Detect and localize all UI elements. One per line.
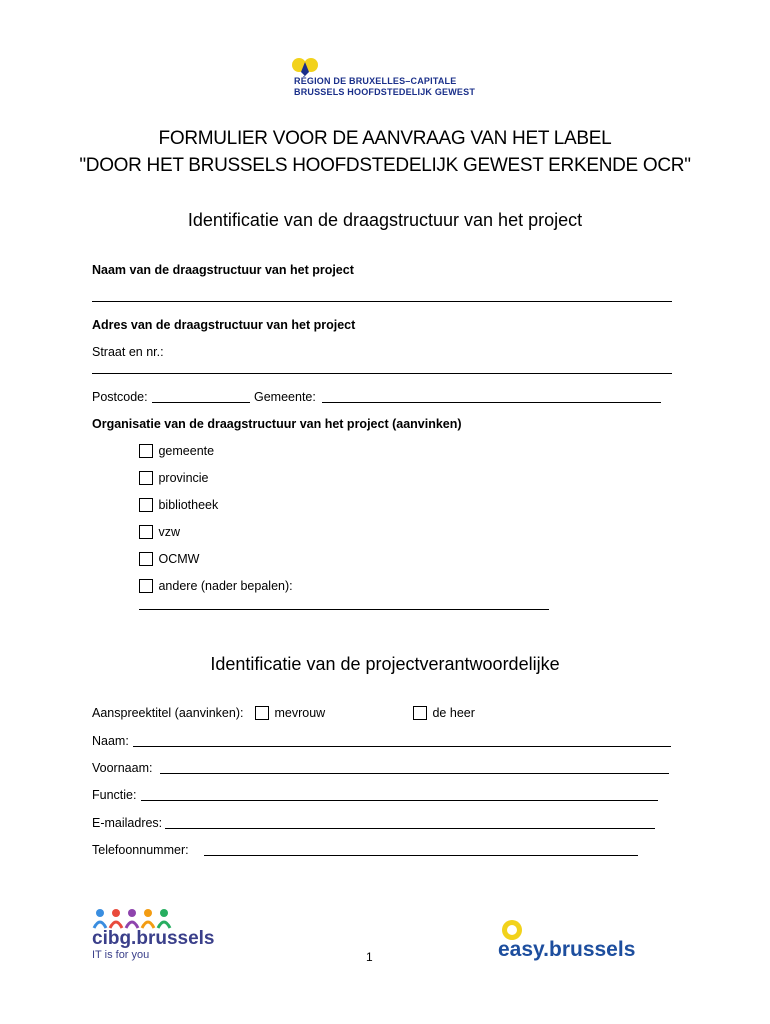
postcode-field[interactable] [152,402,250,403]
salutation-option-deheer[interactable] [413,706,475,723]
structure-name-label: Naam van de draagstructuur van het project [92,263,354,277]
easy-name: easy.brussels [498,938,636,961]
org-option-label: OCMW [158,552,200,566]
org-checkbox-vzw[interactable] [139,525,153,539]
other-organisation-field[interactable] [139,609,549,610]
street-field[interactable] [92,373,672,374]
org-checkbox-andere[interactable] [139,579,153,593]
cibg-tagline: IT is for you [92,949,150,961]
page-number: 1 [366,950,373,964]
org-option-gemeente[interactable] [139,444,214,461]
function-label: Functie: [92,788,137,802]
salutation-label: Aanspreektitel (aanvinken): [92,706,244,720]
org-checkbox-ocmw[interactable] [139,552,153,566]
people-icon [92,908,178,930]
region-logo [286,56,486,98]
lastname-field[interactable] [133,746,671,747]
salutation-option-label: mevrouw [274,706,326,720]
org-option-label: bibliotheek [158,498,219,512]
org-option-ocmw[interactable] [139,552,199,569]
cibg-name: cibg.brussels [92,928,215,949]
firstname-label: Voornaam: [92,761,153,775]
org-checkbox-provincie[interactable] [139,471,153,485]
form-title-line2: "DOOR HET BRUSSELS HOOFDSTEDELIJK GEWEST ERKENDE OCR" [79,155,691,176]
easy-logo [498,918,678,966]
org-option-provincie[interactable] [139,471,209,488]
org-option-label: andere (nader bepalen): [158,579,293,593]
salutation-option-mevrouw[interactable] [255,706,325,723]
salutation-checkbox-mevrouw[interactable] [255,706,269,720]
email-label: E-mailadres: [92,816,163,830]
region-name-fr: RÉGION DE BRUXELLES–CAPITALE [294,76,457,86]
municipality-field[interactable] [322,402,661,403]
region-name-nl: BRUSSELS HOOFDSTEDELIJK GEWEST [294,87,476,97]
org-checkbox-bibliotheek[interactable] [139,498,153,512]
postcode-label: Postcode: [92,390,148,404]
org-option-label: provincie [158,471,209,485]
cibg-logo [92,908,252,964]
form-title-line1: FORMULIER VOOR DE AANVRAAG VAN HET LABEL [158,128,612,149]
structure-address-label: Adres van de draagstructuur van het project [92,318,356,332]
section-title-responsible: Identificatie van de projectverantwoordelijke [210,654,560,674]
street-label: Straat en nr.: [92,345,164,359]
org-checkbox-gemeente[interactable] [139,444,153,458]
org-option-label: vzw [158,525,181,539]
organisation-label: Organisatie van de draagstructuur van het project (aanvinken) [92,417,462,431]
phone-label: Telefoonnummer: [92,843,189,857]
lastname-label: Naam: [92,734,129,748]
org-option-label: gemeente [158,444,215,458]
org-option-vzw[interactable] [139,525,180,542]
function-field[interactable] [141,800,658,801]
municipality-label: Gemeente: [254,390,316,404]
org-option-bibliotheek[interactable] [139,498,218,515]
phone-field[interactable] [204,855,638,856]
salutation-option-label: de heer [432,706,475,720]
firstname-field[interactable] [160,773,669,774]
salutation-checkbox-deheer[interactable] [413,706,427,720]
structure-name-field[interactable] [92,301,672,302]
section-title-structure: Identificatie van de draagstructuur van het project [187,210,583,230]
org-option-andere[interactable] [139,579,293,596]
email-field[interactable] [165,828,655,829]
iris-flower-icon [290,56,320,78]
